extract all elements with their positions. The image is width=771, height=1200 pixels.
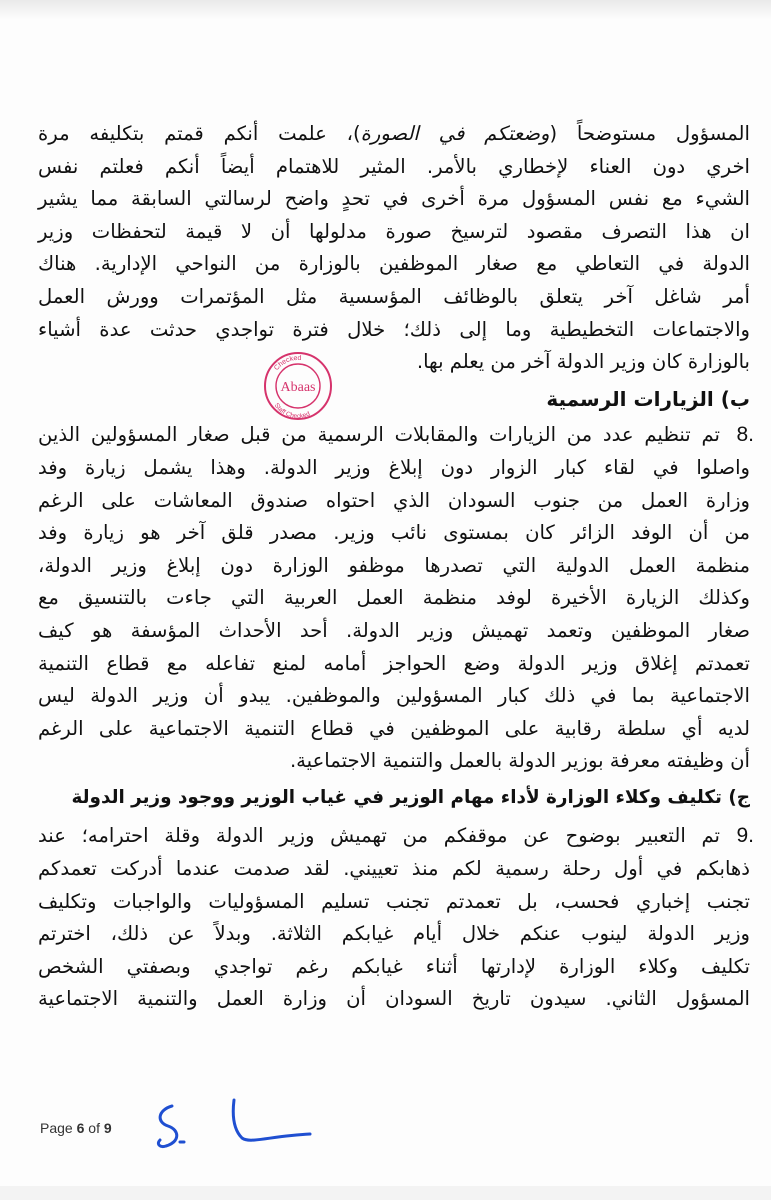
checked-stamp	[262, 350, 334, 422]
scan-edge-bottom	[0, 1186, 771, 1200]
text-line: وزارة العمل من جنوب السودان الذي احتواه صندوق المعاشات على الرغم	[38, 488, 750, 512]
text-line: أمر شاغل آخر يتعلق بالوظائف المؤسسية مثل المؤتمرات وورش العمل	[38, 284, 750, 308]
text-line: المسؤول الثاني. سيدون تاريخ السودان أن وزارة العمل والتنمية الاجتماعية	[38, 987, 750, 1011]
text-line: لديه أي سلطة رقابية على الموظفين في قطاع التنمية الاجتماعية على الرغم	[38, 716, 750, 740]
text-line: تم التعبير بوضوح عن موقفكم من تهميش وزير الدولة وقلة احترامه؛ عند	[38, 824, 720, 848]
text-line: من أن الوفد الزائر كان بمستوى نائب وزير. مصدر قلق آخر هو زيارة وفد	[38, 521, 750, 545]
text-line: الشيء مع نفس المسؤول مرة أخرى في تحدٍ واضح لرسالتي السابقة مما يشير	[38, 187, 750, 211]
paragraph-number: 8.	[736, 423, 754, 447]
stamp-name: Abaas	[280, 380, 316, 395]
page-label: Page	[40, 1120, 73, 1136]
text-line: تجنب إخباري فحسب، بل تعمدتم تجنب تسليم المسؤوليات والواجبات وتكليف	[38, 889, 750, 913]
signature-icon	[150, 1096, 320, 1156]
text-line: بالوزارة كان وزير الدولة آخر من يعلم بها.	[416, 350, 750, 374]
stamp-ring-text: Checked	[273, 354, 302, 372]
text-line: الاجتماعية بما في ذلك كبار المسؤولين والموظفين. يبدو أن وزير الدولة ليس	[38, 684, 750, 708]
paragraph-8	[38, 419, 754, 778]
text-line: تم تنظيم عدد من الزيارات والمقابلات الرسمية من قبل صغار المسؤولين الذين	[38, 423, 720, 447]
text-line: الدولة في التعاطي مع صغار الموظفين بالوزارة من النواحي الإدارية. هناك	[38, 252, 750, 276]
current-page: 6	[76, 1120, 85, 1136]
paragraph-continuation	[38, 118, 750, 379]
text-line: تكليف وكلاء الوزارة لإدارتها أثناء غيابكم رغم تواجدي وبصفتي الشخص	[38, 954, 750, 978]
letter-body	[38, 118, 754, 1016]
page-separator: of	[88, 1120, 100, 1136]
paragraph-9	[38, 820, 754, 1016]
total-pages: 9	[103, 1120, 112, 1136]
text-line: والاجتماعات التخطيطية وما إلى ذلك؛ خلال فترة تواجدي حدثت عدة أشياء	[38, 317, 750, 341]
text-line: أن وظيفته معرفة بوزير الدولة بالعمل والتنمية الاجتماعية.	[289, 749, 750, 773]
text-line: تعمدتم إغلاق وزير الدولة وضع الحواجز أمامه لمنع تفاعله مع قطاع التنمية	[38, 651, 750, 675]
text-line: المسؤول مستوضحاً (وضعتكم في الصورة)، علمت أنكم قمتم بتكليفه مرة	[38, 122, 750, 145]
page-number	[40, 1120, 112, 1136]
quoted-phrase: وضعتكم في الصورة	[360, 122, 550, 145]
stamp-ring-text-bottom: Staff Checked	[272, 402, 312, 421]
scan-edge	[0, 0, 771, 20]
text-line: صغار الموظفين وتعمد تهميش وزير الدولة. أحد الأحداث المؤسفة هو كيف	[38, 618, 750, 642]
text-line: ذهابكم في أول رحلة رسمية لكم منذ تعييني. لقد صدمت عندما أدركت تعمدكم	[38, 857, 750, 881]
text-line: وزير الدولة لينوب عنكم خلال أيام غيابكم الثلاثة. وبدلاً عن ذلك، اخترتم	[38, 922, 750, 946]
text-line: وكذلك الزيارة الأخيرة لوفد منظمة العمل العربية التي جاءت بالتنسيق مع	[38, 586, 750, 610]
section-heading-official-visits: ب) الزيارات الرسمية	[546, 386, 750, 411]
text-line: منظمة العمل الدولية التي تصدرها موظفو الوزارة دون إبلاغ وزير الدولة،	[38, 553, 750, 577]
text-line: ان هذا التصرف مقصود لترسيخ صورة مدلولها أن لا قيمة لتحفظات وزير	[38, 219, 750, 243]
text-line: اخري دون العناء لإخطاري بالأمر. المثير للاهتمام أيضاً أنكم فعلتم نفس	[38, 154, 750, 178]
paragraph-number: 9.	[736, 824, 754, 848]
section-heading-deputies-assignment: ج) تكليف وكلاء الوزارة لأداء مهام الوزير في غياب الوزير ووجود وزير الدولة	[71, 786, 750, 808]
text-line: واصلوا في لقاء كبار الزوار دون إبلاغ وزير الدولة. وهذا يشمل زيارة وفد	[38, 455, 750, 479]
